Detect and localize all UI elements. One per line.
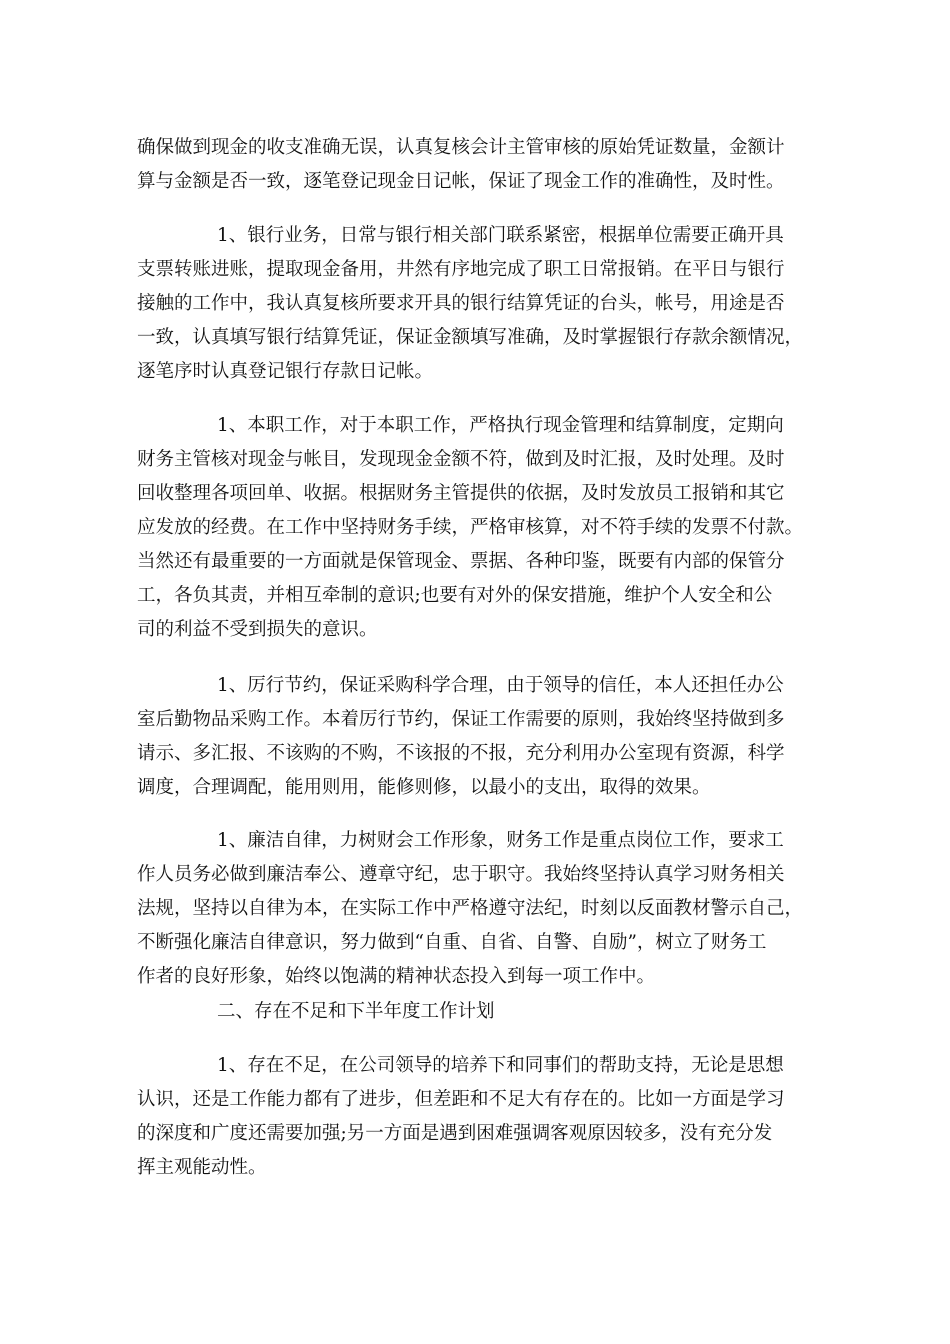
section-heading [137, 995, 817, 1029]
paragraph-frugality [137, 669, 817, 805]
text-line: 1、廉洁自律，力树财会工作形象，财务工作是重点岗位工作，要求工 [217, 830, 784, 851]
text-line: 支票转账进账，提取现金备用，井然有序地完成了职工日常报销。在平日与银行 [137, 259, 785, 280]
text-line: 一致，认真填写银行结算凭证，保证金额填写准确，及时掌握银行存款余额情况， [137, 327, 804, 348]
heading-line: 二、存在不足和下半年度工作计划 [217, 1001, 495, 1022]
text-line: 挥主观能动性。 [137, 1157, 267, 1178]
text-line: 1、本职工作，对于本职工作，严格执行现金管理和结算制度，定期向 [217, 415, 784, 436]
text-line: 认识，还是工作能力都有了进步，但差距和不足大有存在的。比如一方面是学习 [137, 1089, 785, 1110]
text-line: 作者的良好形象，始终以饱满的精神状态投入到每一项工作中。 [137, 966, 656, 987]
text-line: 确保做到现金的收支准确无误，认真复核会计主管审核的原始凭证数量，金额计 [137, 137, 785, 158]
text-line: 1、存在不足，在公司领导的培养下和同事们的帮助支持，无论是思想 [217, 1055, 784, 1076]
text-line: 调度，合理调配，能用则用，能修则修，以最小的支出，取得的效果。 [137, 777, 711, 798]
text-line: 作人员务必做到廉洁奉公、遵章守纪，忠于职守。我始终坚持认真学习财务相关 [137, 864, 785, 885]
text-line: 司的利益不受到损失的意识。 [137, 619, 378, 640]
text-line: 回收整理各项回单、收据。根据财务主管提供的依据，及时发放员工报销和其它 [137, 483, 785, 504]
text-line: 应发放的经费。在工作中坚持财务手续，严格审核算，对不符手续的发票不付款。 [137, 517, 804, 538]
text-line: 1、厉行节约，保证采购科学合理，由于领导的信任，本人还担任办公 [217, 675, 784, 696]
text-line: 1、银行业务，日常与银行相关部门联系紧密，根据单位需要正确开具 [217, 225, 784, 246]
text-line: 逐笔序时认真登记银行存款日记帐。 [137, 361, 434, 382]
text-line: 财务主管核对现金与帐目，发现现金金额不符，做到及时汇报，及时处理。及时 [137, 449, 785, 470]
text-line: 接触的工作中，我认真复核所要求开具的银行结算凭证的台头，帐号，用途是否 [137, 293, 785, 314]
text-line: 当然还有最重要的一方面就是保管现金、票据、各种印鉴，既要有内部的保管分 [137, 551, 785, 572]
paragraph-integrity [137, 824, 817, 994]
paragraph-core-duties [137, 409, 817, 647]
paragraph-cash-accuracy [137, 131, 817, 199]
text-line: 不断强化廉洁自律意识，努力做到“自重、自省、自警、自励”，树立了财务工 [137, 932, 767, 953]
text-line: 法规，坚持以自律为本，在实际工作中严格遵守法纪，时刻以反面教材警示自己， [137, 898, 804, 919]
text-line: 算与金额是否一致，逐笔登记现金日记帐，保证了现金工作的准确性，及时性。 [137, 171, 785, 192]
paragraph-bank-business [137, 219, 817, 389]
text-line: 的深度和广度还需要加强;另一方面是遇到困难强调客观原因较多，没有充分发 [137, 1123, 773, 1144]
text-line: 请示、多汇报、不该购的不购，不该报的不报，充分利用办公室现有资源，科学 [137, 743, 785, 764]
paragraph-shortcomings [137, 1049, 817, 1185]
text-line: 室后勤物品采购工作。本着厉行节约，保证工作需要的原则，我始终坚持做到多 [137, 709, 785, 730]
text-line: 工，各负其责，并相互牵制的意识;也要有对外的保安措施，维护个人安全和公 [137, 585, 773, 606]
